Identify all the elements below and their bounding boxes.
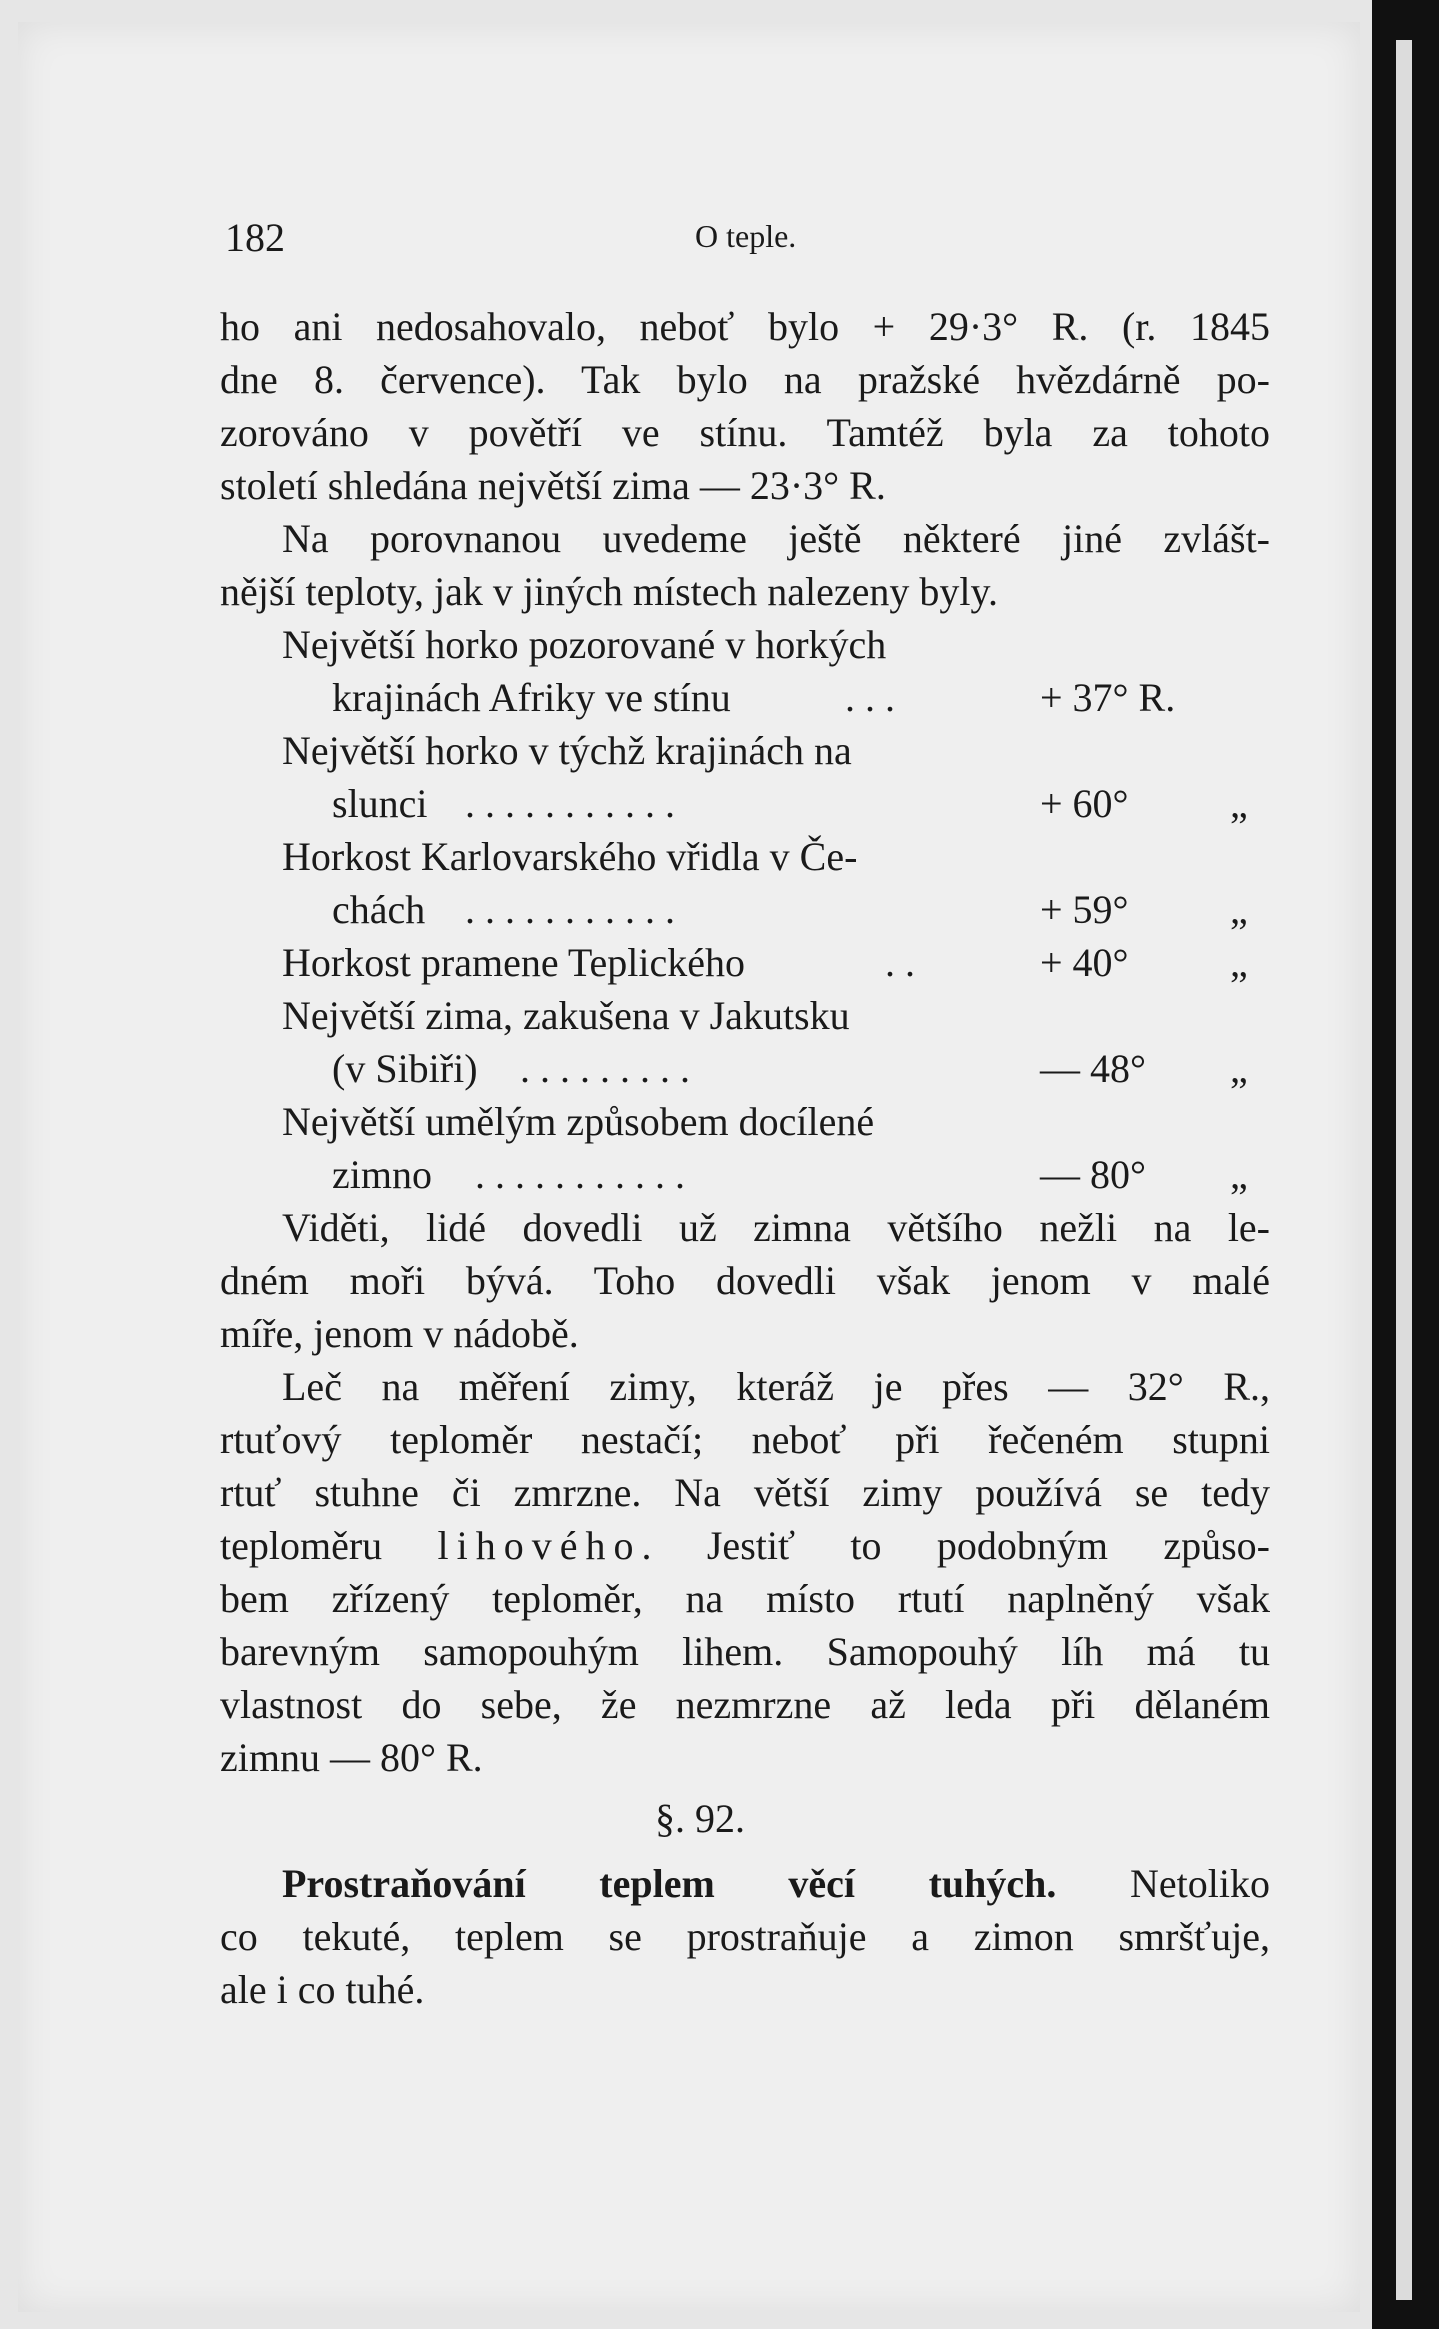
table-row <box>220 618 1270 671</box>
table-row <box>220 883 1270 936</box>
page-header <box>225 214 1265 274</box>
table-unit: „ <box>1230 1046 1248 1091</box>
table-unit: „ <box>1230 1152 1248 1197</box>
leader-dots: . . . <box>845 675 895 720</box>
text-line: Viděti, lidé dovedli už zimna většího nežli na le- <box>282 1205 1270 1250</box>
leader-dots: . . . . . . . . . . . <box>465 887 675 932</box>
text-line: nější teploty, jak v jiných místech nalezeny byly. <box>220 569 998 614</box>
text-line: Leč na měření zimy, kteráž je přes — 32° R., <box>282 1364 1270 1409</box>
page-number: 182 <box>225 215 285 260</box>
table-label: Horkost pramene Teplického <box>282 940 745 985</box>
table-unit: „ <box>1230 887 1248 932</box>
table-row <box>220 671 1270 724</box>
text-line: Na porovnanou uvedeme ještě některé jiné zvlášt- <box>282 516 1270 561</box>
paragraph-heading: Prostraňování teplem věcí tuhých. <box>282 1861 1057 1906</box>
table-label: chách <box>332 887 426 932</box>
text-line: co tekuté, teplem se prostraňuje a zimon smršťuje, <box>220 1914 1270 1959</box>
book-gutter-shadow <box>1372 0 1439 2329</box>
text-line: ale i co tuhé. <box>220 1967 425 2012</box>
text-segment: . Jestiť to podobným způso- <box>641 1523 1270 1568</box>
table-label: Největší umělým způsobem docílené <box>282 1099 875 1144</box>
text-line: vlastnost do sebe, že nezmrzne až leda při dělaném <box>220 1682 1270 1727</box>
table-unit: „ <box>1230 781 1248 826</box>
table-label: krajinách Afriky ve stínu <box>332 675 731 720</box>
emphasized-word: lihového <box>437 1523 642 1568</box>
table-row <box>220 830 1270 883</box>
text-line <box>220 1519 1270 1572</box>
text-segment: Netoliko <box>1130 1861 1270 1906</box>
text-line: století shledána největší zima — 23·3° R. <box>220 463 886 508</box>
table-value: + 60° <box>1040 781 1129 826</box>
table-unit: „ <box>1230 940 1248 985</box>
table-label: slunci <box>332 781 428 826</box>
table-label: Horkost Karlovarského vřidla v Če- <box>282 834 858 879</box>
table-label: (v Sibiři) <box>332 1046 478 1091</box>
text-line: dne 8. července). Tak bylo na pražské hvězdárně po- <box>220 357 1270 402</box>
table-row <box>220 1095 1270 1148</box>
table-row <box>220 777 1270 830</box>
text-line: zorováno v povětří ve stínu. Tamtéž byla za tohoto <box>220 410 1270 455</box>
table-value: + 59° <box>1040 887 1129 932</box>
table-row <box>220 989 1270 1042</box>
table-value: — 80° <box>1040 1152 1146 1197</box>
text-line: zimnu — 80° R. <box>220 1735 483 1780</box>
table-row <box>220 1148 1270 1201</box>
table-label: zimno <box>332 1152 432 1197</box>
text-line: rtuťový teploměr nestačí; neboť při řečeném stupni <box>220 1417 1270 1462</box>
running-title: O teple. <box>695 218 797 254</box>
text-line: míře, jenom v nádobě. <box>220 1311 579 1356</box>
table-value: — 48° <box>1040 1046 1146 1091</box>
table-label: Největší zima, zakušena v Jakutsku <box>282 993 850 1038</box>
leader-dots: . . <box>885 940 915 985</box>
table-label: Největší horko v týchž krajinách na <box>282 728 852 773</box>
text-line: bem zřízený teploměr, na místo rtutí naplněný však <box>220 1576 1270 1621</box>
table-value: + 37° R. <box>1040 675 1176 720</box>
leader-dots: . . . . . . . . . . . <box>475 1152 685 1197</box>
table-label: Největší horko pozorované v horkých <box>282 622 887 667</box>
book-page <box>18 22 1360 2312</box>
text-line: dném moři bývá. Toho dovedli však jenom v malé <box>220 1258 1270 1303</box>
text-line: ho ani nedosahovalo, neboť bylo + 29·3° R. (r. 1845 <box>220 304 1270 349</box>
text-line <box>220 1857 1270 1910</box>
table-row <box>220 1042 1270 1095</box>
text-line: rtuť stuhne či zmrzne. Na větší zimy používá se tedy <box>220 1470 1270 1515</box>
text-line: barevným samopouhým lihem. Samopouhý líh má tu <box>220 1629 1270 1674</box>
body-text <box>220 300 1270 2016</box>
text-segment: teploměru <box>220 1523 383 1568</box>
leader-dots: . . . . . . . . . <box>520 1046 690 1091</box>
table-row <box>220 724 1270 777</box>
table-row <box>220 936 1270 989</box>
table-value: + 40° <box>1040 940 1129 985</box>
section-number: §. 92. <box>655 1796 745 1841</box>
leader-dots: . . . . . . . . . . . <box>465 781 675 826</box>
